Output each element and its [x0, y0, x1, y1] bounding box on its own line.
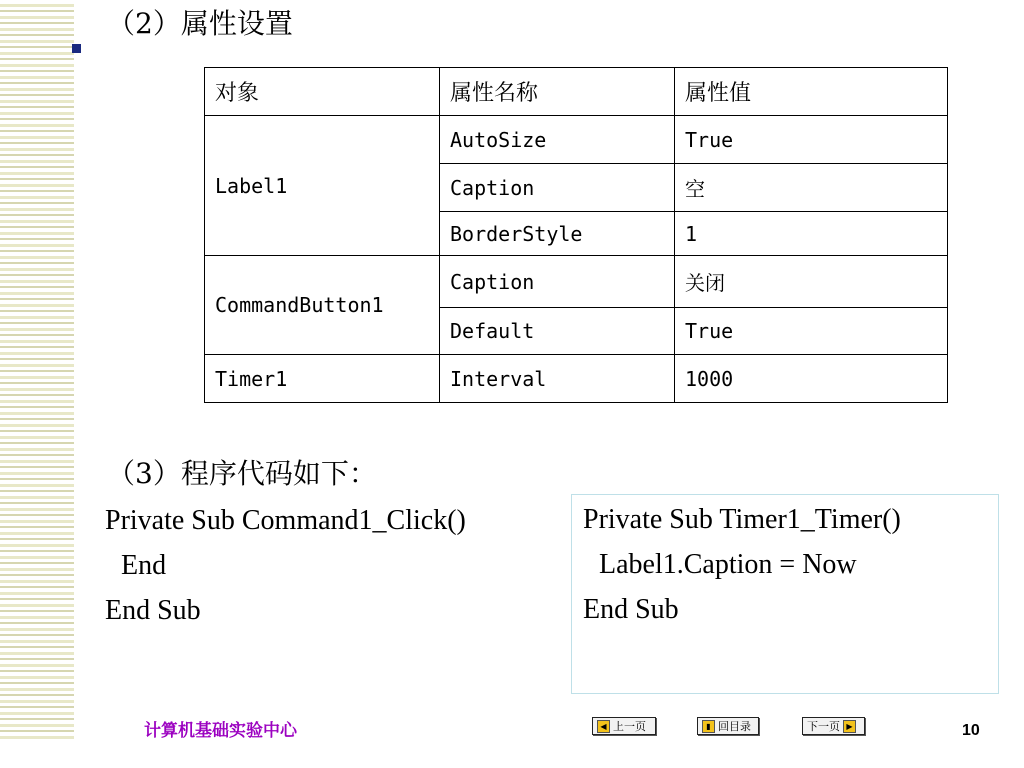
property-value-cell: 1	[675, 212, 948, 256]
decorative-stripe	[0, 0, 74, 740]
object-cell: CommandButton1	[205, 256, 440, 355]
next-page-button[interactable]	[802, 717, 865, 735]
fast-forward-icon: ▶	[843, 720, 856, 733]
property-value-cell: 空	[675, 164, 948, 212]
header-cell-property-value: 属性值	[675, 68, 948, 116]
property-value-cell: 关闭	[675, 256, 948, 308]
footer-title: 计算机基础实验中心	[144, 721, 297, 741]
code-line: End	[121, 550, 167, 581]
object-cell: Label1	[205, 116, 440, 256]
next-page-label: 下一页	[807, 720, 840, 733]
table-row	[205, 256, 948, 308]
toc-label: 回目录	[718, 720, 751, 733]
rewind-icon: ◀	[597, 720, 610, 733]
code-line: Private Sub Command1_Click()	[105, 505, 466, 536]
table-header-row	[205, 68, 948, 116]
property-name-cell: Caption	[440, 256, 675, 308]
property-name-cell: Caption	[440, 164, 675, 212]
prev-page-button[interactable]	[592, 717, 656, 735]
property-value-cell: True	[675, 308, 948, 355]
object-cell: Timer1	[205, 355, 440, 403]
properties-table	[204, 67, 948, 403]
code-box-timer	[571, 494, 999, 694]
table-of-contents-button[interactable]	[697, 717, 759, 735]
property-value-cell: True	[675, 116, 948, 164]
property-value-cell: 1000	[675, 355, 948, 403]
header-cell-property-name: 属性名称	[440, 68, 675, 116]
bullet-marker	[72, 44, 81, 53]
page-number: 10	[962, 722, 980, 739]
section-heading-properties: （2）属性设置	[107, 7, 293, 40]
property-name-cell: Interval	[440, 355, 675, 403]
code-line: End Sub	[583, 594, 679, 625]
section-heading-code: （3）程序代码如下：	[107, 457, 377, 490]
code-block-timer	[583, 497, 901, 632]
header-cell-object: 对象	[205, 68, 440, 116]
code-line: End Sub	[105, 595, 201, 626]
table-row	[205, 116, 948, 164]
property-name-cell: BorderStyle	[440, 212, 675, 256]
property-name-cell: Default	[440, 308, 675, 355]
table-row	[205, 355, 948, 403]
code-block-command-click	[105, 498, 466, 633]
home-icon: ▮	[702, 720, 715, 733]
code-line: Label1.Caption = Now	[599, 549, 857, 580]
property-name-cell: AutoSize	[440, 116, 675, 164]
code-line: Private Sub Timer1_Timer()	[583, 504, 901, 535]
prev-page-label: 上一页	[613, 720, 646, 733]
